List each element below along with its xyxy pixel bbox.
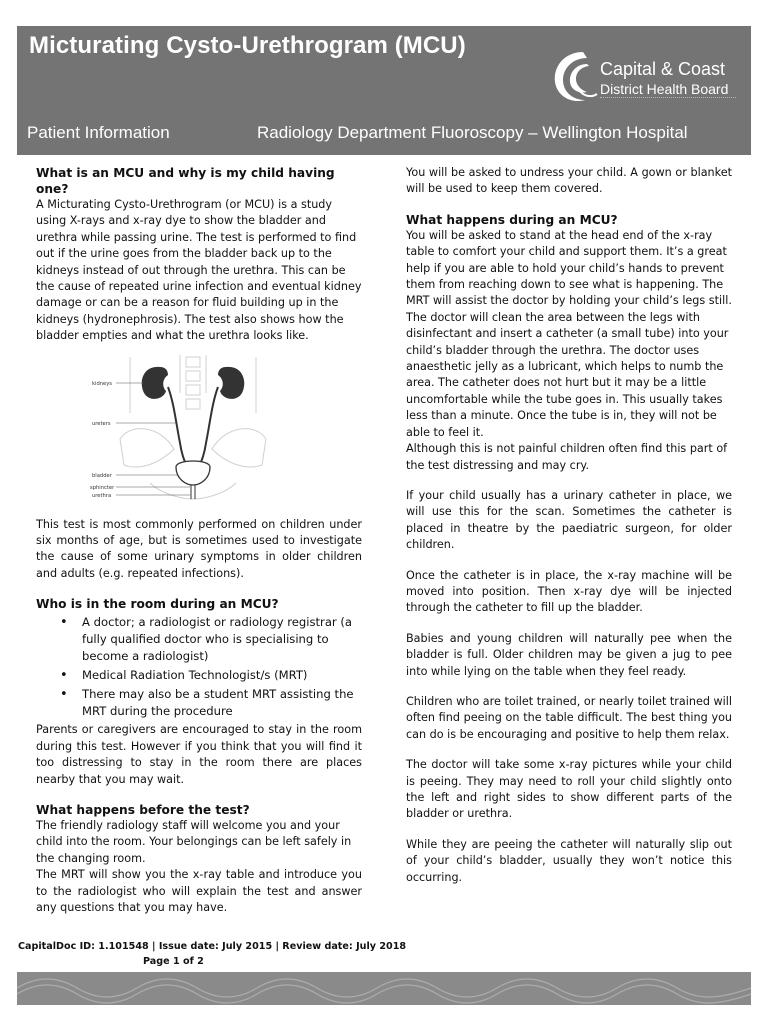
label-kidneys: kidneys [92,380,112,387]
label-urethra: urethra [92,492,112,499]
staff-list [36,614,362,720]
paragraph-undress: You will be asked to undress your child. A gown or blanket will be used to keep them covered. [406,166,732,196]
paragraph-parents-stay: Parents or caregivers are encouraged to stay in the room during this test. However if you think that you will find it too distressing to stay in the room there are places nearby that you may wait. [36,723,362,786]
dhb-logo-icon [543,46,605,108]
paragraph-urinary-catheter: If your child usually has a urinary catheter in place, we will use this for the scan. Sometimes the catheter is placed in theatre by the paediatric surgeon, for older children. [406,488,732,552]
label-bladder: bladder [92,472,112,479]
left-column [36,165,362,916]
document-metadata: CapitalDoc ID: 1.101548 | Issue date: July 2015 | Review date: July 2018 [18,941,407,952]
urinary-tract-illustration [90,353,294,503]
right-column [406,165,732,886]
subtitle-department: Radiology Department Fluoroscopy – Wellington Hospital [257,123,688,142]
paragraph-what-is-mcu: A Micturating Cysto-Urethrogram (or MCU) is a study using X-rays and x-ray dye to show the bladder and urethra while passing urine. The test is performed to find out if the urine goes from the bladder back up to the kidneys instead of out through the urethra. This can be the cause of repeated urine infection and eventual kidney damage or can be a reason for fluid building up in the kidneys (hydronephrosis). The test also shows how the bladder empties and what the urethra looks like. [36,198,362,343]
page-number: Page 1 of 2 [143,956,204,967]
org-subname: District Health Board [600,81,729,97]
paragraph-who-tested: This test is most commonly performed on children under six months of age, but is sometimes used to investigate the cause of some urinary symptoms in older children and adults (e.g. repeated infections). [36,517,362,580]
heading-what-is-mcu: What is an MCU and why is my child having one? [36,166,335,196]
paragraph-distressing: Although this is not painful children often find this part of the test distressing and may cry. [406,442,728,472]
paragraph-before-test-1: The friendly radiology staff will welcome you and your child into the room. Your belongings can be left safely in the changing room. [36,818,352,865]
org-name: Capital & Coast [600,59,726,79]
paragraph-catheter-slip: While they are peeing the catheter will naturally slip out of your child’s bladder, usually they won’t notice this occurring. [406,837,732,884]
list-item: • There may also be a student MRT assisting the MRT during the procedure [36,686,362,720]
label-ureters: ureters [92,420,111,427]
paragraph-toilet-trained: Children who are toilet trained, or nearly toilet trained will often find peeing on the table difficult. The best thing you can do is be encouraging and positive to help them relax. [406,694,732,741]
heading-before-test: What happens before the test? [36,802,250,817]
koru-pattern-icon [17,972,751,1005]
paragraph-before-test-2: The MRT will show you the x-ray table and introduce you to the radiologist who will explain the test and answer any questions that you may have. [36,868,362,914]
paragraph-xray-pictures: The doctor will take some x-ray pictures while your child is peeing. They may need to roll your child slightly onto the left and right sides to show different parts of the bladder or urethra. [406,758,732,821]
document-title: Micturating Cysto-Urethrogram (MCU) [29,32,466,59]
heading-during-mcu: What happens during an MCU? [406,212,618,227]
heading-who-in-room: Who is in the room during an MCU? [36,597,279,612]
paragraph-babies: Babies and young children will naturally pee when the bladder is full. Older children may be given a jug to pee into while lying on the table when they feel ready. [406,631,732,678]
paragraph-during-mcu: You will be asked to stand at the head end of the x-ray table to comfort your child and support them. It’s a great help if you are able to hold your child’s hands to prevent them from reaching down to see what is happening. The MRT will assist the doctor by holding your child’s legs still. The doctor will clean the area between the legs with disinfectant and insert a catheter (a small tube) into your child’s bladder through the urethra. The doctor uses anaesthetic jelly as a lubricant, which helps to numb the area. The catheter does not hurt but it may be a little uncomfortable while the tube goes in. This usually takes less than a minute. Once the tube is in, they will not be able to feel it. [406,228,732,439]
urinary-tract-diagram [90,353,294,503]
footer-decorative-band [17,972,751,1005]
list-item: • A doctor; a radiologist or radiology registrar (a fully qualified doctor who is specialising to become a radiologist) [36,614,362,665]
list-item: • Medical Radiation Technologist/s (MRT) [36,667,362,684]
label-sphincter: sphincter [90,484,115,491]
subtitle-patient-info: Patient Information [27,123,170,142]
header-banner [17,26,751,155]
org-tagline-decoration [600,97,736,102]
paragraph-xray-dye: Once the catheter is in place, the x-ray machine will be moved into position. Then x-ray dye will be injected through the catheter to fill up the bladder. [406,568,732,615]
